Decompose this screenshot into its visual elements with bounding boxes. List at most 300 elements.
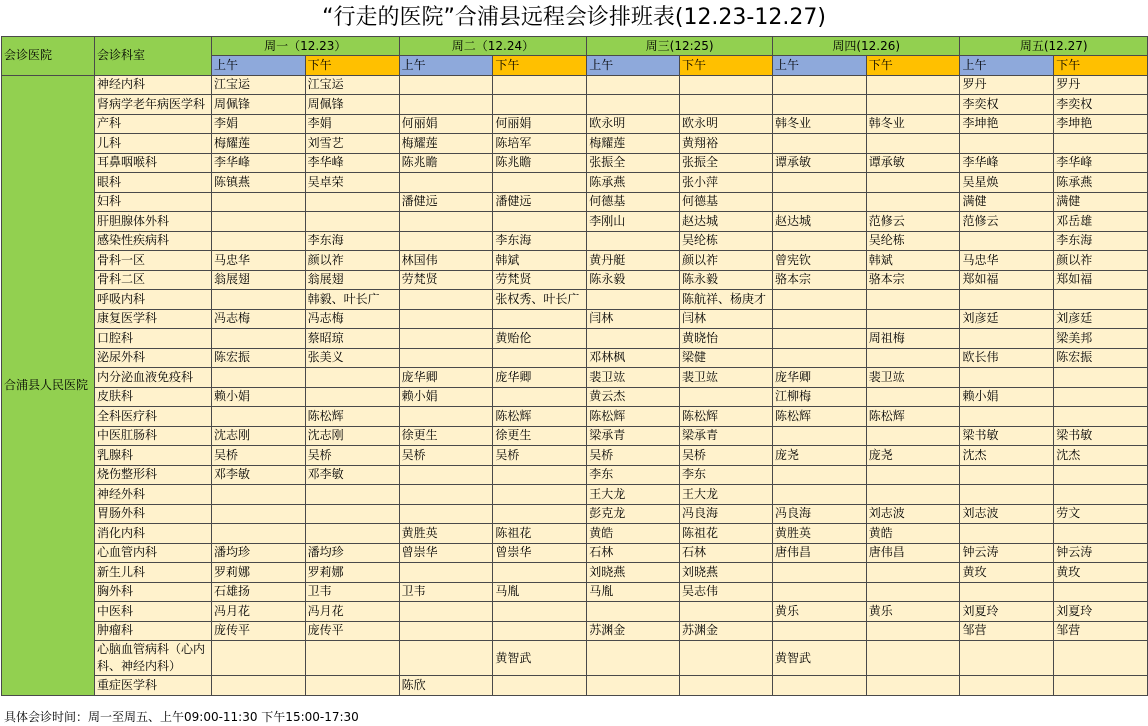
doctor-cell: 欧永明: [587, 114, 680, 134]
doctor-cell: [493, 621, 587, 641]
doctor-cell: [493, 676, 587, 696]
doctor-cell: [960, 641, 1054, 676]
department-cell: 内分泌血液免疫科: [94, 368, 211, 388]
doctor-cell: 黄贻伦: [493, 329, 587, 349]
page-title: “行走的医院”合浦县远程会诊排班表(12.23-12.27): [322, 5, 826, 30]
doctor-cell: [211, 231, 305, 251]
doctor-cell: [211, 641, 305, 676]
table-row: [2, 504, 1148, 524]
doctor-cell: [866, 134, 960, 154]
doctor-cell: 周祖梅: [866, 329, 960, 349]
department-cell: 康复医学科: [94, 309, 211, 329]
department-cell: 肾病学老年病医学科: [94, 95, 211, 115]
table-row: [2, 641, 1148, 676]
doctor-cell: [305, 192, 399, 212]
doctor-cell: 曾崇华: [493, 543, 587, 563]
doctor-cell: [399, 407, 493, 427]
department-cell: 新生儿科: [94, 563, 211, 583]
doctor-cell: 刘志波: [960, 504, 1054, 524]
table-row: [2, 153, 1148, 173]
doctor-cell: 闫林: [587, 309, 680, 329]
doctor-cell: 陈松辉: [680, 407, 773, 427]
table-row: [2, 192, 1148, 212]
doctor-cell: 沈志刚: [305, 426, 399, 446]
doctor-cell: [866, 563, 960, 583]
doctor-cell: 陈镇燕: [211, 173, 305, 193]
am-slot-header: 上午: [399, 56, 493, 76]
doctor-cell: [680, 75, 773, 95]
doctor-cell: [493, 563, 587, 583]
doctor-cell: 庞尧: [772, 446, 866, 466]
doctor-cell: 陈承燕: [587, 173, 680, 193]
department-cell: 骨科一区: [94, 251, 211, 271]
doctor-cell: 范修云: [960, 212, 1054, 232]
doctor-cell: [493, 75, 587, 95]
table-row: [2, 387, 1148, 407]
doctor-cell: 吴志伟: [680, 582, 773, 602]
doctor-cell: [960, 485, 1054, 505]
doctor-cell: 庞尧: [866, 446, 960, 466]
doctor-cell: 刘雪艺: [305, 134, 399, 154]
doctor-cell: [1054, 676, 1148, 696]
doctor-cell: 张美义: [305, 348, 399, 368]
doctor-cell: [493, 465, 587, 485]
doctor-cell: [772, 348, 866, 368]
doctor-cell: 卫韦: [305, 582, 399, 602]
table-row: [2, 270, 1148, 290]
doctor-cell: [305, 368, 399, 388]
doctor-cell: 周佩锋: [305, 95, 399, 115]
doctor-cell: 吴桥: [305, 446, 399, 466]
doctor-cell: [866, 192, 960, 212]
doctor-cell: [960, 368, 1054, 388]
doctor-cell: [211, 407, 305, 427]
am-slot-header: 上午: [587, 56, 680, 76]
doctor-cell: 陈培军: [493, 134, 587, 154]
doctor-cell: 彭克龙: [587, 504, 680, 524]
doctor-cell: 江宝运: [211, 75, 305, 95]
department-cell: 耳鼻咽喉科: [94, 153, 211, 173]
doctor-cell: [493, 212, 587, 232]
doctor-cell: [772, 290, 866, 310]
doctor-cell: [960, 407, 1054, 427]
department-cell: 产科: [94, 114, 211, 134]
doctor-cell: 江柳梅: [772, 387, 866, 407]
table-row: [2, 446, 1148, 466]
doctor-cell: [399, 348, 493, 368]
footer-note: 具体会诊时间：周一至周五、上午09:00-11:30 下午15:00-17:30: [4, 710, 359, 724]
doctor-cell: 唐伟昌: [772, 543, 866, 563]
doctor-cell: 李东海: [1054, 231, 1148, 251]
doctor-cell: [211, 676, 305, 696]
doctor-cell: 吴卓荣: [305, 173, 399, 193]
department-cell: 胃肠外科: [94, 504, 211, 524]
doctor-cell: [1054, 134, 1148, 154]
doctor-cell: [960, 582, 1054, 602]
doctor-cell: [772, 329, 866, 349]
department-header: 会诊科室: [94, 37, 211, 76]
doctor-cell: 黄玫: [1054, 563, 1148, 583]
doctor-cell: [772, 134, 866, 154]
doctor-cell: 赖小娟: [399, 387, 493, 407]
department-cell: 神经外科: [94, 485, 211, 505]
doctor-cell: 邓岳雄: [1054, 212, 1148, 232]
doctor-cell: 陈承燕: [1054, 173, 1148, 193]
doctor-cell: [1054, 290, 1148, 310]
doctor-cell: 黄智武: [772, 641, 866, 676]
doctor-cell: [1054, 368, 1148, 388]
table-row: [2, 543, 1148, 563]
doctor-cell: 周佩锋: [211, 95, 305, 115]
doctor-cell: [211, 212, 305, 232]
doctor-cell: 马忠华: [960, 251, 1054, 271]
doctor-cell: 徐更生: [399, 426, 493, 446]
doctor-cell: [399, 231, 493, 251]
doctor-cell: 裴卫竑: [587, 368, 680, 388]
doctor-cell: 张振全: [680, 153, 773, 173]
doctor-cell: 沈杰: [960, 446, 1054, 466]
doctor-cell: 满健: [960, 192, 1054, 212]
doctor-cell: 李娟: [211, 114, 305, 134]
doctor-cell: [587, 95, 680, 115]
doctor-cell: [587, 290, 680, 310]
doctor-cell: 翁展翅: [211, 270, 305, 290]
doctor-cell: 苏渊金: [680, 621, 773, 641]
table-row: [2, 329, 1148, 349]
doctor-cell: [866, 387, 960, 407]
department-cell: 皮肤科: [94, 387, 211, 407]
doctor-cell: 何丽娟: [493, 114, 587, 134]
doctor-cell: 邓林枫: [587, 348, 680, 368]
doctor-cell: 韩毅、叶长广: [305, 290, 399, 310]
doctor-cell: [399, 602, 493, 622]
doctor-cell: [1054, 641, 1148, 676]
table-row: [2, 602, 1148, 622]
doctor-cell: [587, 329, 680, 349]
doctor-cell: 陈松辉: [866, 407, 960, 427]
doctor-cell: 石雄扬: [211, 582, 305, 602]
doctor-cell: [680, 602, 773, 622]
doctor-cell: 林国伟: [399, 251, 493, 271]
doctor-cell: 李奕权: [1054, 95, 1148, 115]
doctor-cell: [493, 95, 587, 115]
doctor-cell: 罗丹: [1054, 75, 1148, 95]
doctor-cell: [493, 173, 587, 193]
doctor-cell: 吴桥: [493, 446, 587, 466]
doctor-cell: 李华峰: [305, 153, 399, 173]
doctor-cell: 陈兆瞻: [493, 153, 587, 173]
doctor-cell: 李东海: [493, 231, 587, 251]
table-row: [2, 95, 1148, 115]
doctor-cell: [399, 173, 493, 193]
doctor-cell: 曾宪钦: [772, 251, 866, 271]
department-cell: 中医科: [94, 602, 211, 622]
day-header: 周一（12.23）: [211, 37, 399, 56]
doctor-cell: [772, 465, 866, 485]
doctor-cell: [587, 231, 680, 251]
doctor-cell: 黄智武: [493, 641, 587, 676]
department-cell: 感染性疾病科: [94, 231, 211, 251]
doctor-cell: [960, 524, 1054, 544]
doctor-cell: 裴卫竑: [866, 368, 960, 388]
doctor-cell: 李东海: [305, 231, 399, 251]
doctor-cell: [866, 290, 960, 310]
doctor-cell: 翁展翅: [305, 270, 399, 290]
day-header: 周三(12:25): [587, 37, 773, 56]
doctor-cell: 梅耀莲: [399, 134, 493, 154]
table-row: [2, 290, 1148, 310]
department-cell: 全科医疗科: [94, 407, 211, 427]
department-cell: 肝胆腺体外科: [94, 212, 211, 232]
doctor-cell: 黄晓怡: [680, 329, 773, 349]
doctor-cell: 骆本宗: [866, 270, 960, 290]
doctor-cell: 李奕权: [960, 95, 1054, 115]
doctor-cell: 梁书敏: [960, 426, 1054, 446]
doctor-cell: [866, 485, 960, 505]
table-row: [2, 134, 1148, 154]
doctor-cell: [493, 387, 587, 407]
department-cell: 胸外科: [94, 582, 211, 602]
doctor-cell: 黄皓: [866, 524, 960, 544]
doctor-cell: 黄胜英: [772, 524, 866, 544]
doctor-cell: 谭承敏: [866, 153, 960, 173]
doctor-cell: [772, 231, 866, 251]
doctor-cell: 李娟: [305, 114, 399, 134]
doctor-cell: 罗丹: [960, 75, 1054, 95]
doctor-cell: [399, 485, 493, 505]
doctor-cell: 欧永明: [680, 114, 773, 134]
doctor-cell: 闫林: [680, 309, 773, 329]
table-row: [2, 426, 1148, 446]
doctor-cell: [866, 173, 960, 193]
doctor-cell: [1054, 407, 1148, 427]
doctor-cell: 赖小娟: [960, 387, 1054, 407]
doctor-cell: 冯志梅: [211, 309, 305, 329]
doctor-cell: [399, 563, 493, 583]
am-slot-header: 上午: [772, 56, 866, 76]
doctor-cell: 庞华卿: [493, 368, 587, 388]
doctor-cell: [866, 95, 960, 115]
doctor-cell: 徐更生: [493, 426, 587, 446]
doctor-cell: [493, 348, 587, 368]
department-cell: 重症医学科: [94, 676, 211, 696]
doctor-cell: [493, 309, 587, 329]
doctor-cell: 唐伟昌: [866, 543, 960, 563]
doctor-cell: [772, 309, 866, 329]
doctor-cell: [772, 485, 866, 505]
doctor-cell: [399, 621, 493, 641]
doctor-cell: 李东: [587, 465, 680, 485]
doctor-cell: [305, 676, 399, 696]
doctor-cell: [587, 75, 680, 95]
doctor-cell: 刘彦廷: [1054, 309, 1148, 329]
doctor-cell: 何德基: [680, 192, 773, 212]
doctor-cell: [1054, 485, 1148, 505]
doctor-cell: 陈欣: [399, 676, 493, 696]
doctor-cell: 黄丹艇: [587, 251, 680, 271]
table-row: [2, 173, 1148, 193]
doctor-cell: [1054, 465, 1148, 485]
doctor-cell: [772, 426, 866, 446]
department-cell: 心脑血管病科（心内科、神经内科）: [94, 641, 211, 676]
doctor-cell: 吴纶栋: [866, 231, 960, 251]
table-row: [2, 251, 1148, 271]
doctor-cell: 张小萍: [680, 173, 773, 193]
doctor-cell: [960, 329, 1054, 349]
doctor-cell: 黄皓: [587, 524, 680, 544]
department-cell: 肿瘤科: [94, 621, 211, 641]
pm-slot-header: 下午: [305, 56, 399, 76]
doctor-cell: [305, 504, 399, 524]
table-row: [2, 368, 1148, 388]
doctor-cell: 冯月花: [211, 602, 305, 622]
doctor-cell: [587, 676, 680, 696]
doctor-cell: 梅耀莲: [587, 134, 680, 154]
doctor-cell: [772, 95, 866, 115]
doctor-cell: [680, 676, 773, 696]
doctor-cell: 梅耀莲: [211, 134, 305, 154]
doctor-cell: 黄乐: [772, 602, 866, 622]
doctor-cell: 卫韦: [399, 582, 493, 602]
table-row: [2, 309, 1148, 329]
doctor-cell: 刘彦廷: [960, 309, 1054, 329]
day-header: 周二（12.24）: [399, 37, 587, 56]
doctor-cell: 赵达城: [680, 212, 773, 232]
doctor-cell: 马胤: [587, 582, 680, 602]
doctor-cell: [399, 641, 493, 676]
doctor-cell: [772, 676, 866, 696]
doctor-cell: [866, 348, 960, 368]
hospital-header: 会诊医院: [2, 37, 95, 76]
doctor-cell: 刘晓燕: [587, 563, 680, 583]
doctor-cell: 刘夏玲: [960, 602, 1054, 622]
doctor-cell: [587, 641, 680, 676]
doctor-cell: 张振全: [587, 153, 680, 173]
table-row: [2, 582, 1148, 602]
doctor-cell: [866, 641, 960, 676]
doctor-cell: [866, 465, 960, 485]
doctor-cell: 满健: [1054, 192, 1148, 212]
doctor-cell: [1054, 582, 1148, 602]
doctor-cell: 刘夏玲: [1054, 602, 1148, 622]
doctor-cell: 蔡昭琼: [305, 329, 399, 349]
doctor-cell: 骆本宗: [772, 270, 866, 290]
doctor-cell: 冯月花: [305, 602, 399, 622]
doctor-cell: 黄乐: [866, 602, 960, 622]
department-cell: 心血管内科: [94, 543, 211, 563]
table-row: [2, 524, 1148, 544]
pm-slot-header: 下午: [680, 56, 773, 76]
department-cell: 消化内科: [94, 524, 211, 544]
department-cell: 骨科二区: [94, 270, 211, 290]
doctor-cell: [866, 621, 960, 641]
doctor-cell: 韩冬业: [772, 114, 866, 134]
doctor-cell: [305, 387, 399, 407]
doctor-cell: 韩斌: [866, 251, 960, 271]
doctor-cell: 罗莉娜: [211, 563, 305, 583]
doctor-cell: 劳梵贤: [493, 270, 587, 290]
doctor-cell: [211, 192, 305, 212]
doctor-cell: 李坤艳: [960, 114, 1054, 134]
doctor-cell: 陈松辉: [772, 407, 866, 427]
doctor-cell: 苏渊金: [587, 621, 680, 641]
doctor-cell: [866, 582, 960, 602]
doctor-cell: [772, 173, 866, 193]
doctor-cell: 石林: [587, 543, 680, 563]
hospital-cell: 合浦县人民医院: [2, 75, 95, 695]
table-row: [2, 465, 1148, 485]
doctor-cell: [960, 231, 1054, 251]
doctor-cell: 劳文: [1054, 504, 1148, 524]
doctor-cell: [399, 465, 493, 485]
doctor-cell: [399, 329, 493, 349]
table-row: [2, 231, 1148, 251]
department-cell: 口腔科: [94, 329, 211, 349]
doctor-cell: 庞华卿: [772, 368, 866, 388]
am-slot-header: 上午: [960, 56, 1054, 76]
doctor-cell: 颜以祚: [305, 251, 399, 271]
am-slot-header: 上午: [211, 56, 305, 76]
doctor-cell: 颜以祚: [1054, 251, 1148, 271]
doctor-cell: 何丽娟: [399, 114, 493, 134]
doctor-cell: 梁承青: [587, 426, 680, 446]
doctor-cell: 陈祖花: [680, 524, 773, 544]
doctor-cell: 罗莉娜: [305, 563, 399, 583]
doctor-cell: 庞传平: [305, 621, 399, 641]
doctor-cell: [305, 212, 399, 232]
department-cell: 妇科: [94, 192, 211, 212]
pm-slot-header: 下午: [493, 56, 587, 76]
doctor-cell: 庞传平: [211, 621, 305, 641]
doctor-cell: 陈宏振: [1054, 348, 1148, 368]
doctor-cell: [680, 387, 773, 407]
doctor-cell: [399, 75, 493, 95]
table-row: [2, 114, 1148, 134]
doctor-cell: [493, 504, 587, 524]
table-row: [2, 407, 1148, 427]
schedule-table: [1, 36, 1148, 696]
doctor-cell: 刘志波: [866, 504, 960, 524]
department-cell: 儿科: [94, 134, 211, 154]
doctor-cell: 黄云杰: [587, 387, 680, 407]
doctor-cell: [866, 426, 960, 446]
table-row: [2, 212, 1148, 232]
doctor-cell: [211, 368, 305, 388]
doctor-cell: 梁健: [680, 348, 773, 368]
doctor-cell: 吴星焕: [960, 173, 1054, 193]
pm-slot-header: 下午: [866, 56, 960, 76]
doctor-cell: 潘均珍: [211, 543, 305, 563]
doctor-cell: [211, 524, 305, 544]
doctor-cell: 郑如福: [1054, 270, 1148, 290]
doctor-cell: 钟云涛: [1054, 543, 1148, 563]
doctor-cell: 谭承敏: [772, 153, 866, 173]
department-cell: 中医肛肠科: [94, 426, 211, 446]
doctor-cell: 陈航祥、杨庚才: [680, 290, 773, 310]
doctor-cell: 李刚山: [587, 212, 680, 232]
doctor-cell: 庞华卿: [399, 368, 493, 388]
doctor-cell: 陈宏振: [211, 348, 305, 368]
doctor-cell: [305, 641, 399, 676]
doctor-cell: 邓李敏: [305, 465, 399, 485]
doctor-cell: 黄玫: [960, 563, 1054, 583]
department-cell: 呼吸内科: [94, 290, 211, 310]
doctor-cell: [305, 524, 399, 544]
doctor-cell: [587, 602, 680, 622]
doctor-cell: 李坤艳: [1054, 114, 1148, 134]
doctor-cell: 李东: [680, 465, 773, 485]
doctor-cell: 王大龙: [587, 485, 680, 505]
